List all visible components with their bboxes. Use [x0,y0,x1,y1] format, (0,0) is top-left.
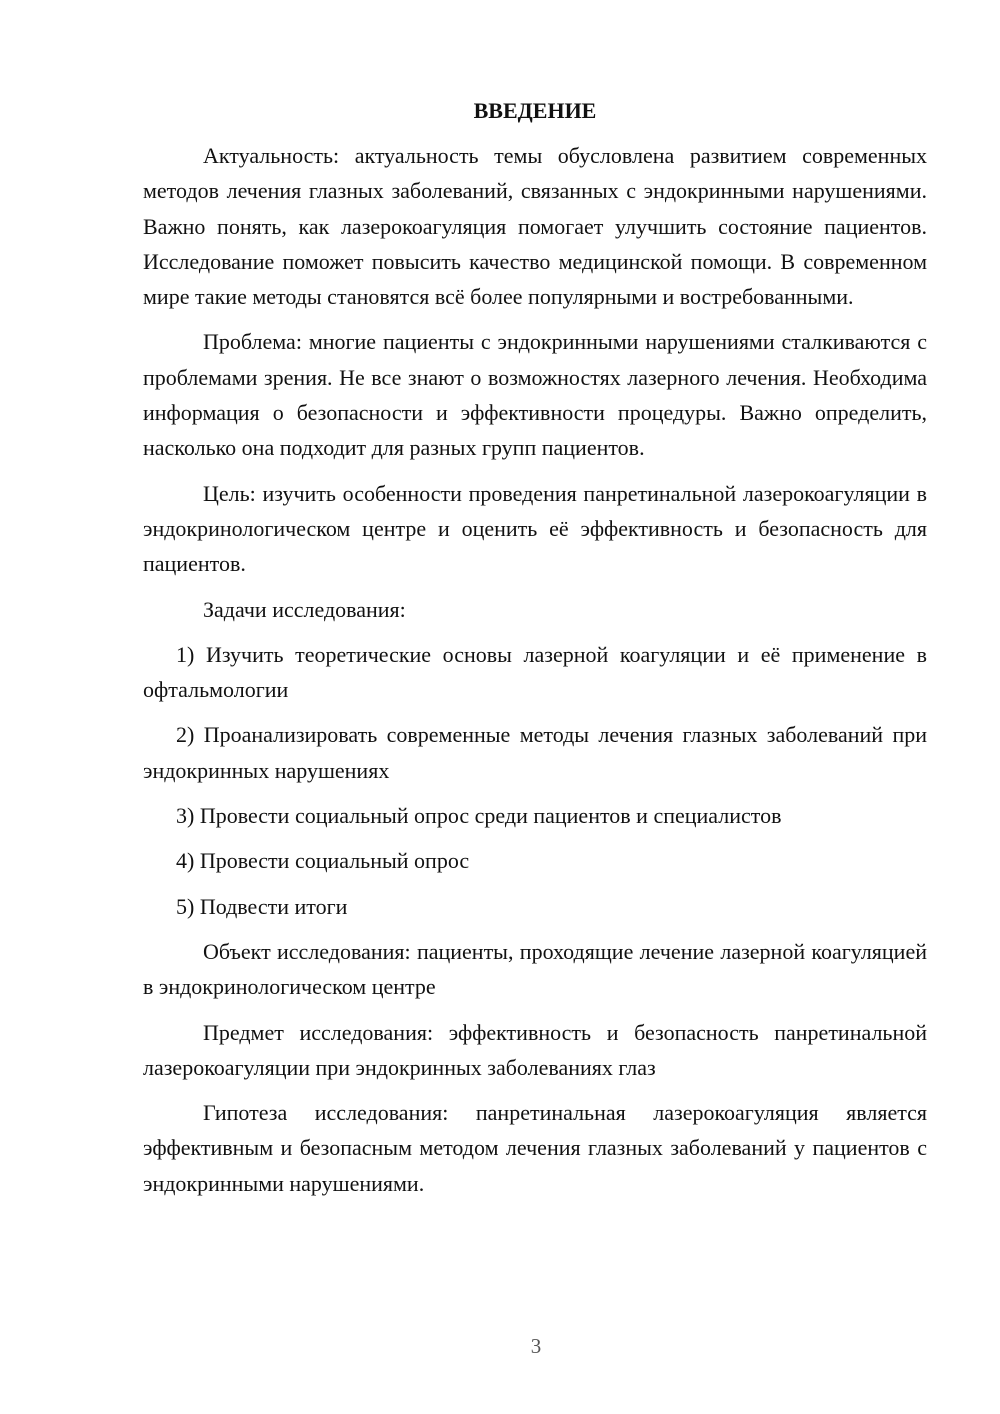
tasks-title: Задачи исследования: [203,596,406,622]
task-item-3: 3) Провести социальный опрос среди пациентов и специалистов [176,803,782,829]
paragraph-goal: Цель: изучить особенности проведения панретинальной лазерокоагуляции в эндокринологическом центре и оценить её эффективность и безопасность для пациентов. [143,480,927,577]
page-number: 3 [530,1334,542,1358]
paragraph-object: Объект исследования: пациенты, проходящие лечение лазерной коагуляцией в эндокринологическом центре [143,938,927,1000]
paragraph-problem: Проблема: многие пациенты с эндокринными нарушениями сталкиваются с проблемами зрения. Не все знают о возможностях лазерного лечения. Необходима информация о безопасности и эффективности процедуры. Важно определить, насколько она подходит для разных групп пациентов. [143,329,927,461]
page-content [143,93,927,1211]
section-heading: ВВЕДЕНИЕ [473,98,597,123]
paragraph-hypothesis: Гипотеза исследования: панретинальная лазерокоагуляция является эффективным и безопасным методом лечения глазных заболеваний у пациентов с эндокринными нарушениями. [143,1100,927,1196]
task-item-2: 2) Проанализировать современные методы лечения глазных заболеваний при эндокринных нарушениях [143,722,927,783]
task-item-1: 1) Изучить теоретические основы лазерной коагуляции и её применение в офтальмологии [143,641,927,703]
paragraph-relevance: Актуальность: актуальность темы обусловлена развитием современных методов лечения глазных заболеваний, связанных с эндокринными нарушениями. Важно понять, как лазерокоагуляция помогает улучшить состояние пациентов. Исследование поможет повысить качество медицинской помощи. В современном мире такие методы становятся всё более популярными и востребованными. [143,143,927,310]
task-item-4: 4) Провести социальный опрос [176,848,470,874]
task-item-5: 5) Подвести итоги [176,893,348,919]
paragraph-subject: Предмет исследования: эффективность и безопасность панретинальной лазерокоагуляции при эндокринных заболеваниях глаз [143,1019,927,1080]
